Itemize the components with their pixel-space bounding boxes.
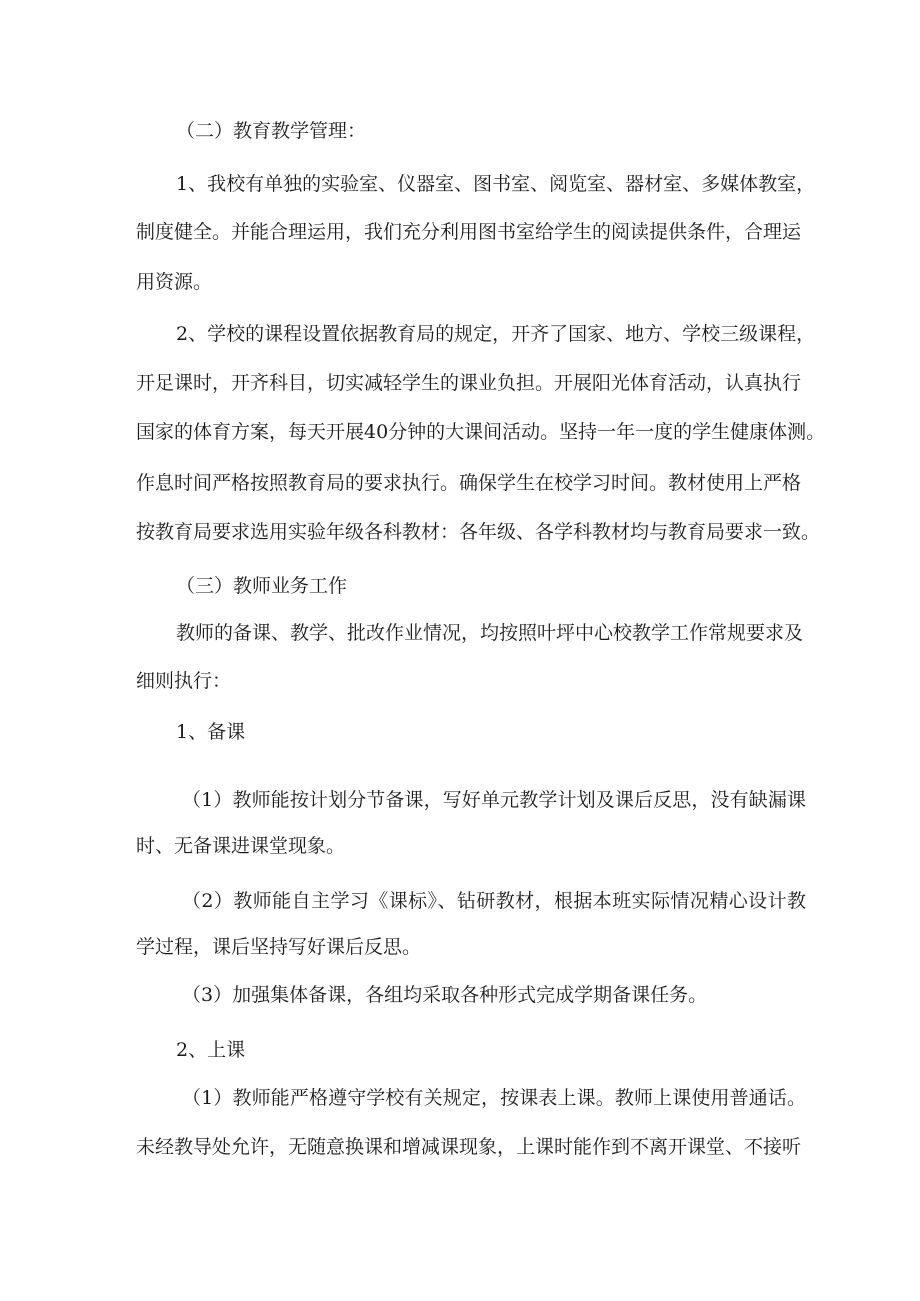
paragraph-line: 教师的备课、教学、批改作业情况，均按照叶坪中心校教学工作常规要求及 [176,622,804,644]
paragraph-line: 按教育局要求选用实验年级各科教材：各年级、各学科教材均与教育局要求一致。 [136,521,821,543]
paragraph-line: 国家的体育方案，每天开展40分钟的大课间活动。坚持一年一度的学生健康体测。 [136,421,826,443]
paragraph-line: 细则执行： [136,670,232,692]
paragraph-line: （1）教师能严格遵守学校有关规定，按课表上课。教师上课使用普通话。 [182,1087,806,1109]
paragraph-line: 学过程，课后坚持写好课后反思。 [136,936,422,958]
section-heading-teacher-work: （三）教师业务工作 [176,575,348,597]
paragraph-line: 制度健全。并能合理运用，我们充分利用图书室给学生的阅读提供条件，合理运 [136,221,802,243]
paragraph-line: （3）加强集体备课，各组均采取各种形式完成学期备课任务。 [182,984,708,1006]
section-heading-teaching-management: （二）教育教学管理： [176,120,367,142]
paragraph-line: 时、无备课进课堂现象。 [136,835,346,857]
paragraph-line: 未经教导处允许，无随意换课和增减课现象，上课时能作到不离开课堂、不接听 [136,1136,802,1158]
paragraph-line: 开足课时，开齐科目，切实减轻学生的课业负担。开展阳光体育活动，认真执行 [136,372,802,394]
paragraph-line: 1、我校有单独的实验室、仪器室、图书室、阅览室、器材室、多媒体教室， [176,173,816,195]
paragraph-line: 作息时间严格按照教育局的要求执行。确保学生在校学习时间。教材使用上严格 [136,472,802,494]
subheading-lesson-prep: 1、备课 [176,721,246,743]
paragraph-line: 用资源。 [136,271,213,293]
paragraph-line: （1）教师能按计划分节备课，写好单元教学计划及课后反思，没有缺漏课 [182,789,806,811]
subheading-class: 2、上课 [176,1039,246,1061]
paragraph-line: 2、学校的课程设置依据教育局的规定，开齐了国家、地方、学校三级课程， [176,323,816,345]
paragraph-line: （2）教师能自主学习《课标》、钻研教材，根据本班实际情况精心设计教 [182,890,806,912]
